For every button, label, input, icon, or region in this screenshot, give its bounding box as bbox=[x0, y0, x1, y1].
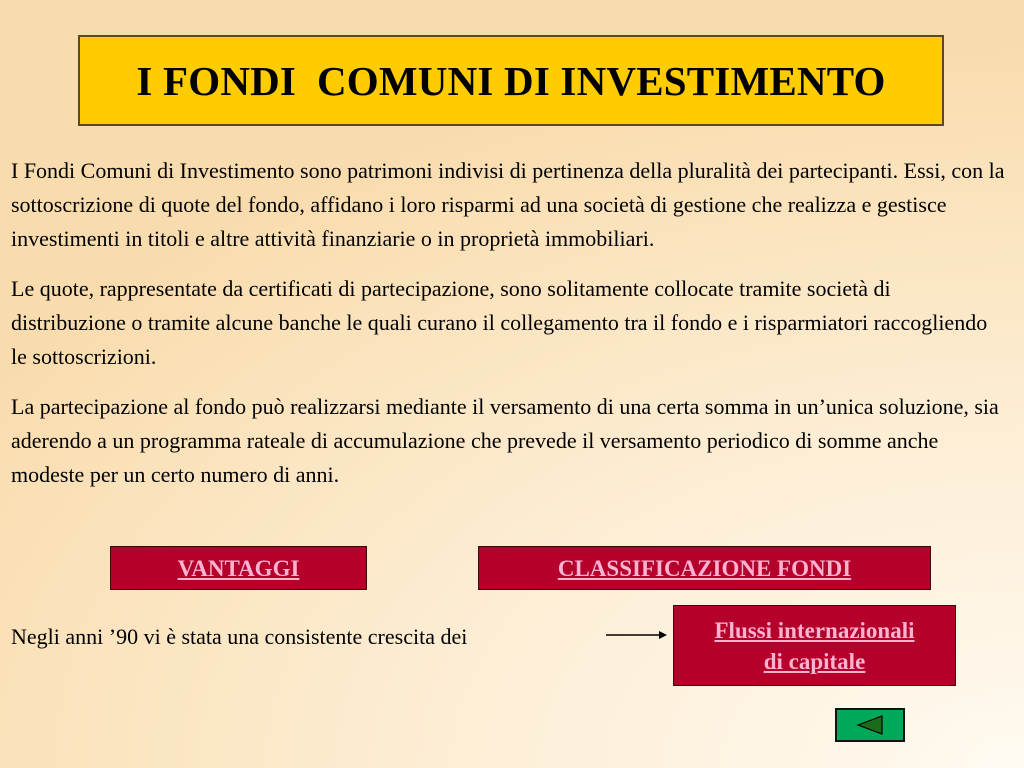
paragraph-partecipazione: La partecipazione al fondo può realizzarsi mediante il versamento di una certa somma in un’unica soluzione, sia aderendo a un programma rateale di accumulazione che prevede il versamento periodico di somme anche modeste per un certo numero di anni. bbox=[11, 394, 999, 487]
page-title: I FONDI COMUNI DI INVESTIMENTO bbox=[136, 57, 886, 104]
classificazione-fondi-button[interactable] bbox=[478, 546, 931, 590]
vantaggi-button[interactable] bbox=[110, 546, 367, 590]
vantaggi-link[interactable]: VANTAGGI bbox=[177, 555, 300, 581]
content-body bbox=[11, 154, 1006, 508]
paragraph-definition: I Fondi Comuni di Investimento sono patrimoni indivisi di pertinenza della pluralità dei partecipanti. Essi, con la sottoscrizione di quote del fondo, affidano i loro risparmi ad una società di gestione che realizza e gestisce investimenti in titoli e altre attività finanziarie o in proprietà immobiliari. bbox=[11, 158, 1005, 251]
flussi-capitale-link[interactable] bbox=[715, 615, 915, 677]
flussi-line-2: di capitale bbox=[763, 648, 866, 674]
flussi-capitale-button[interactable] bbox=[673, 605, 956, 686]
triangle-left-icon bbox=[855, 714, 885, 736]
arrow-right-icon bbox=[606, 628, 668, 642]
title-box bbox=[78, 35, 944, 126]
growth-statement: Negli anni ’90 vi è stata una consistente crescita dei bbox=[11, 624, 468, 649]
paragraph-quote: Le quote, rappresentate da certificati di partecipazione, sono solitamente collocate tramite società di distribuzione o tramite alcune banche le quali curano il collegamento tra il fondo e i risparmiatori raccogliendo le sottoscrizioni. bbox=[11, 276, 988, 369]
flussi-line-1: Flussi internazionali bbox=[714, 617, 915, 643]
classificazione-fondi-link[interactable]: CLASSIFICAZIONE FONDI bbox=[557, 555, 852, 581]
back-button[interactable] bbox=[835, 708, 905, 742]
